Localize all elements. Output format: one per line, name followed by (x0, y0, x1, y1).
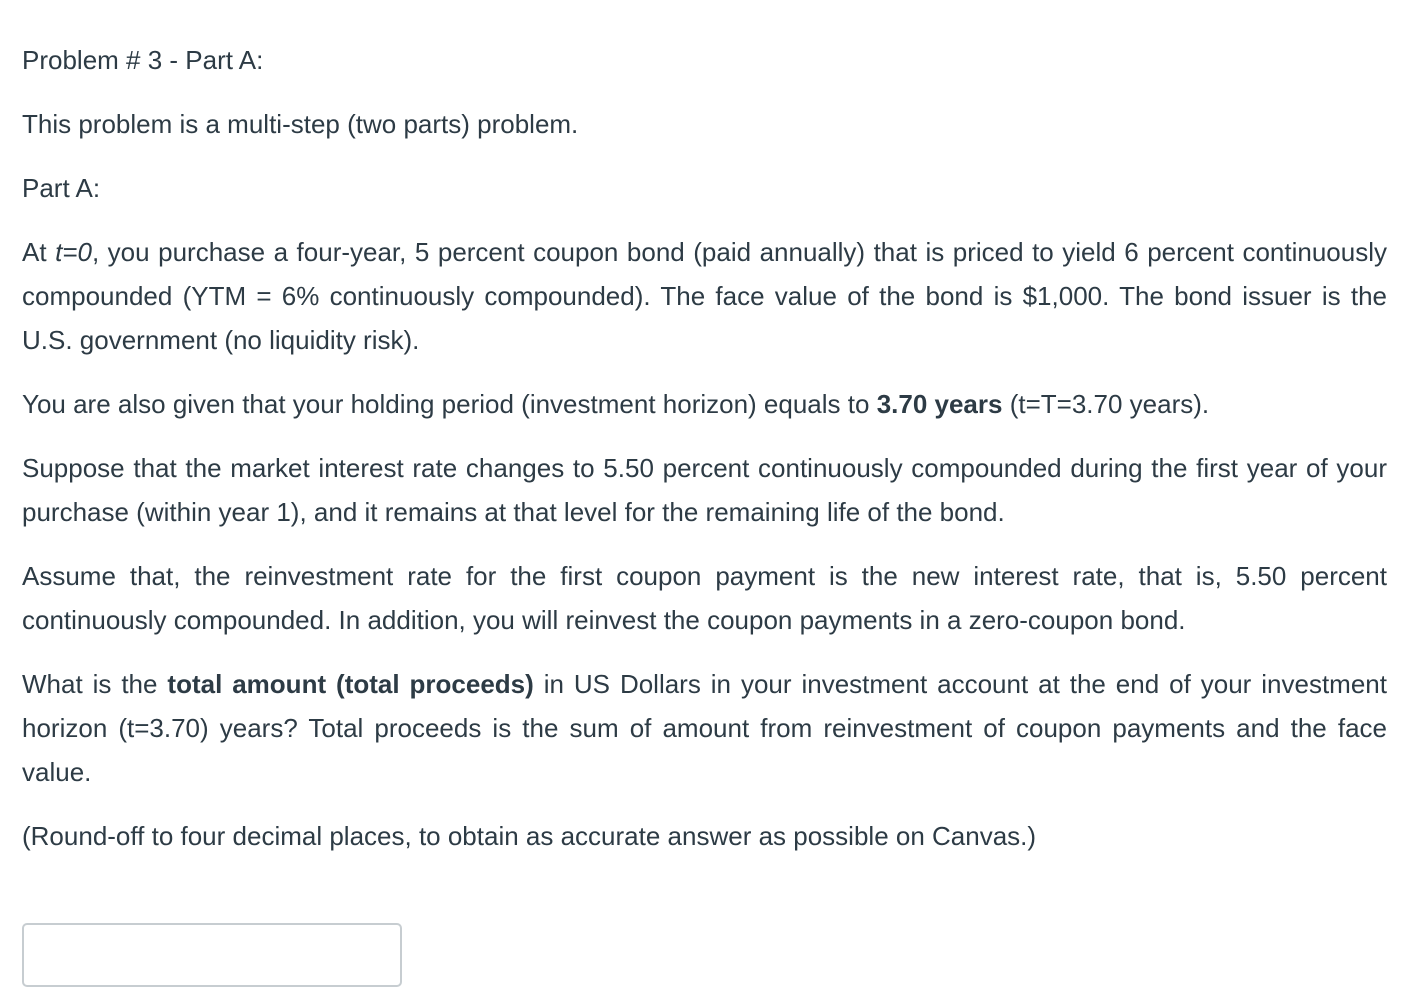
bond-description-start: At (22, 237, 56, 267)
holding-period-value: 3.70 years (876, 389, 1003, 419)
prompt-start: What is the (22, 669, 168, 699)
question-body (22, 38, 1387, 878)
holding-period-paragraph (22, 382, 1387, 426)
answer-input[interactable] (22, 923, 402, 987)
rate-change-paragraph: Suppose that the market interest rate changes to 5.50 percent continuously compounded during the first year of your purchase (within year 1), and it remains at that level for the remaining life of the bond. (22, 453, 1387, 527)
prompt-emphasis: total amount (total proceeds) (167, 669, 534, 699)
question-title: Problem # 3 - Part A: (22, 45, 264, 75)
holding-period-end: (t=T=3.70 years). (1002, 389, 1210, 419)
question-prompt-paragraph (22, 662, 1387, 794)
holding-period-start: You are also given that your holding period (investment horizon) equals to (22, 389, 877, 419)
bond-description-paragraph (22, 230, 1387, 362)
reinvestment-paragraph: Assume that, the reinvestment rate for the first coupon payment is the new interest rate, that is, 5.50 percent continuously compounded. In addition, you will reinvest the coupon payments in a zero-coupon bond. (22, 561, 1387, 635)
part-label: Part A: (22, 173, 101, 203)
prompt-end: in US Dollars in your investment account at the end of your investment horizon (t=3.70) years? Total proceeds is the sum of amount from reinvestment of coupon payments and the face value. (22, 669, 1387, 787)
time-zero-label: t=0 (55, 237, 92, 267)
rounding-instruction: (Round-off to four decimal places, to obtain as accurate answer as possible on Canvas.) (22, 821, 1037, 851)
question-intro: This problem is a multi-step (two parts) problem. (22, 109, 579, 139)
bond-description-rest: , you purchase a four-year, 5 percent coupon bond (paid annually) that is priced to yield 6 percent continuously compounded (YTM = 6% continuously compounded). The face value of the bond is $1,000. The bond issuer is the U.S. government (no liquidity risk). (22, 237, 1387, 355)
